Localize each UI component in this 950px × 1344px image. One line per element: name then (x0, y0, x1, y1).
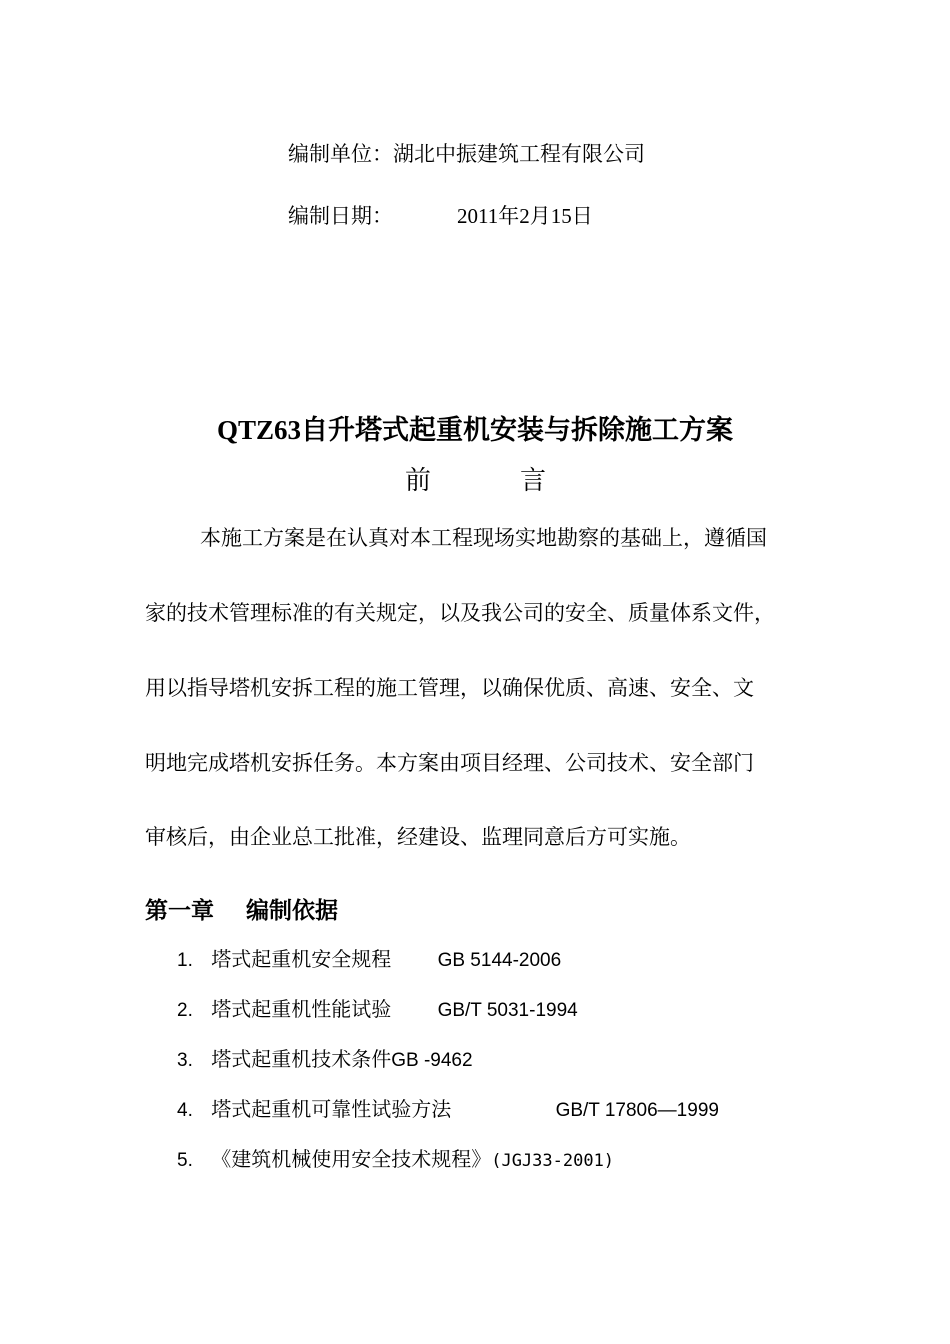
list-item-number: 4. (177, 1100, 193, 1121)
list-item-text: 塔式起重机可靠性试验方法 (211, 1097, 452, 1121)
list-item-text: 塔式起重机技术条件 (211, 1047, 392, 1071)
list-item-number: 2. (177, 1000, 193, 1021)
preface-line: 用以指导塔机安拆工程的施工管理，以确保优质、高速、安全、文 (145, 676, 754, 700)
list-item-code: GB 5144-2006 (437, 950, 562, 971)
compiling-date-value: 2011年2月15日 (457, 204, 593, 228)
list-item-code: (JGJ33-2001) (491, 1151, 615, 1171)
list-item-code: GB -9462 (391, 1050, 473, 1071)
list-item-code: GB/T 17806—1999 (555, 1100, 719, 1121)
list-item-code: GB/T 5031-1994 (437, 1000, 578, 1021)
list-item (177, 943, 561, 972)
compiling-unit-value: 湖北中振建筑工程有限公司 (393, 142, 645, 166)
compiling-unit-label: 编制单位： (288, 142, 393, 166)
preface-line: 家的技术管理标准的有关规定，以及我公司的安全、质量体系文件， (145, 601, 775, 625)
preface-heading-char-2: 言 (520, 466, 547, 496)
list-item (177, 1093, 719, 1122)
list-item (177, 993, 578, 1022)
list-item (177, 1043, 473, 1072)
compiling-unit-row (288, 138, 645, 168)
compiling-date-label: 编制日期： (288, 204, 393, 228)
list-item-number: 3. (177, 1050, 193, 1071)
list-item-number: 1. (177, 950, 193, 971)
list-item-number: 5. (177, 1150, 193, 1171)
preface-line: 审核后，由企业总工批准，经建设、监理同意后方可实施。 (145, 825, 691, 849)
list-item (177, 1143, 614, 1172)
list-item-text: 塔式起重机性能试验 (211, 997, 392, 1021)
compiling-date-row (288, 200, 593, 230)
preface-line: 本施工方案是在认真对本工程现场实地勘察的基础上，遵循国 (200, 526, 767, 550)
list-item-text: 《建筑机械使用安全技术规程》 (211, 1147, 492, 1171)
preface-line: 明地完成塔机安拆任务。本方案由项目经理、公司技术、安全部门 (145, 751, 754, 775)
preface-heading-char-1: 前 (405, 466, 432, 496)
list-item-text: 塔式起重机安全规程 (211, 947, 392, 971)
document-title: QTZ63自升塔式起重机安装与拆除施工方案 (216, 415, 734, 445)
chapter-heading: 第一章 编制依据 (145, 898, 339, 924)
